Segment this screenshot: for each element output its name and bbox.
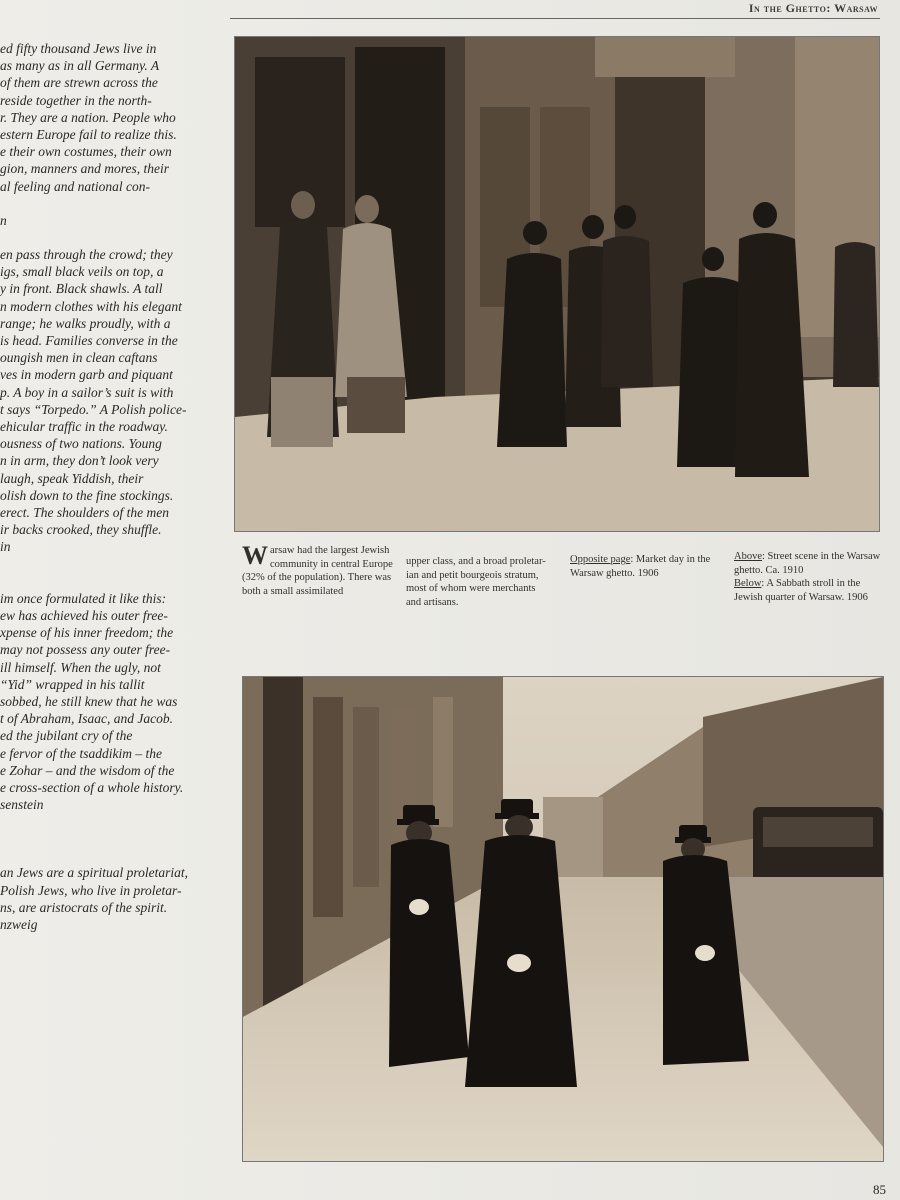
text-line: gion, manners and mores, their <box>0 161 169 177</box>
text-line: olish down to the fine stockings. <box>0 487 174 503</box>
text-line: ed fifty thousand Jews live in <box>0 41 157 56</box>
text-line: nzweig <box>0 916 38 932</box>
text-line: p. A boy in a sailor’s suit is with <box>0 384 174 400</box>
text-line: e fervor of the tsaddikim – the <box>0 745 162 761</box>
text-line: is head. Families converse in the <box>0 333 178 349</box>
text-line: im once formulated it like this: <box>0 590 167 606</box>
page-number: 85 <box>873 1182 886 1197</box>
text-line: ves in modern garb and piquant <box>0 367 173 383</box>
text-line: range; he walks proudly, with a <box>0 315 171 331</box>
text-line: n in arm, they don’t look very <box>0 453 159 469</box>
below-caption-text: : A Sabbath stroll in the Jewish quarter of Warsaw. 1906 <box>734 578 868 603</box>
text-line: in <box>0 539 11 555</box>
main-caption-first: arsaw had the largest <box>270 545 359 556</box>
text-line: Polish Jews, who live in proletar- <box>0 882 182 898</box>
text-line: reside together in the north- <box>0 92 152 108</box>
text-line: ed the jubilant cry of the <box>0 728 133 744</box>
text-line: estern Europe fail to realize this. <box>0 127 177 143</box>
text-line: laugh, speak Yiddish, their <box>0 470 144 486</box>
bottom-photo <box>242 676 884 1162</box>
opposite-caption <box>570 553 720 580</box>
above-caption-text: : Street scene in the Warsaw ghetto. Ca. 1910 <box>734 551 881 576</box>
blank-line <box>0 556 222 573</box>
running-head: In the Ghetto: Warsaw <box>748 1 878 15</box>
main-caption-col1 <box>242 541 394 598</box>
opposite-caption-text: : Market day in the Warsaw ghetto. 1906 <box>570 554 711 579</box>
text-line: ill himself. When the ugly, not <box>0 659 161 675</box>
text-line: al feeling and national con- <box>0 178 150 194</box>
main-caption-col2 <box>406 555 551 609</box>
main-caption-col2-text: upper class, and a broad proletar-ian and petit bourgeois stratum, most of whom were merchants and artisans. <box>406 556 546 608</box>
text-line: of them are strewn across the <box>0 75 158 91</box>
text-line: n <box>0 212 7 228</box>
text-line: ns, are aristocrats of the spirit. <box>0 899 168 915</box>
text-line: e Zohar – and the wisdom of the <box>0 762 175 778</box>
text-line: xpense of his inner freedom; the <box>0 625 174 641</box>
above-caption-label: Above <box>734 551 762 562</box>
text-line: as many as in all Germany. A <box>0 58 160 74</box>
text-line: igs, small black veils on top, a <box>0 264 164 280</box>
text-line: oungish men in clean caftans <box>0 350 158 366</box>
text-line: ew has achieved his outer free- <box>0 607 168 623</box>
text-line: ehicular traffic in the roadway. <box>0 419 168 435</box>
left-column-text <box>0 40 222 1140</box>
header-rule <box>230 18 880 19</box>
text-line: senstein <box>0 797 44 813</box>
blank-line <box>0 195 222 212</box>
main-caption-rest: Jewish community in central Europe (32% of the population). There was both a small assimilated <box>242 545 393 597</box>
text-line: e cross-section of a whole history. <box>0 779 184 795</box>
blank-line <box>0 830 222 847</box>
above-below-caption <box>734 550 884 604</box>
text-line: sobbed, he still knew that he was <box>0 693 178 709</box>
street-scene-photo <box>235 37 879 531</box>
top-photo <box>234 36 880 532</box>
main-caption-dropcap: W <box>242 541 268 570</box>
text-line: e their own costumes, their own <box>0 144 172 160</box>
text-line: r. They are a nation. People who <box>0 109 176 125</box>
text-line: an Jews are a spiritual proletariat, <box>0 865 188 881</box>
blank-line <box>0 573 222 590</box>
opposite-caption-label: Opposite page <box>570 554 631 565</box>
text-line: ir backs crooked, they shuffle. <box>0 522 162 538</box>
text-line: may not possess any outer free- <box>0 642 171 658</box>
text-line: t of Abraham, Isaac, and Jacob. <box>0 711 173 727</box>
sabbath-stroll-photo <box>243 677 883 1161</box>
blank-line <box>0 847 222 864</box>
text-line: y in front. Black shawls. A tall <box>0 281 163 297</box>
text-line: ousness of two nations. Young <box>0 436 162 452</box>
blank-line <box>0 813 222 830</box>
blank-line <box>0 229 222 246</box>
text-line: erect. The shoulders of the men <box>0 505 169 521</box>
text-line: “Yid” wrapped in his tallit <box>0 676 145 692</box>
text-line: n modern clothes with his elegant <box>0 298 182 314</box>
text-line: t says “Torpedo.” A Polish police- <box>0 401 187 417</box>
below-caption-label: Below <box>734 578 762 590</box>
text-line: en pass through the crowd; they <box>0 247 173 263</box>
